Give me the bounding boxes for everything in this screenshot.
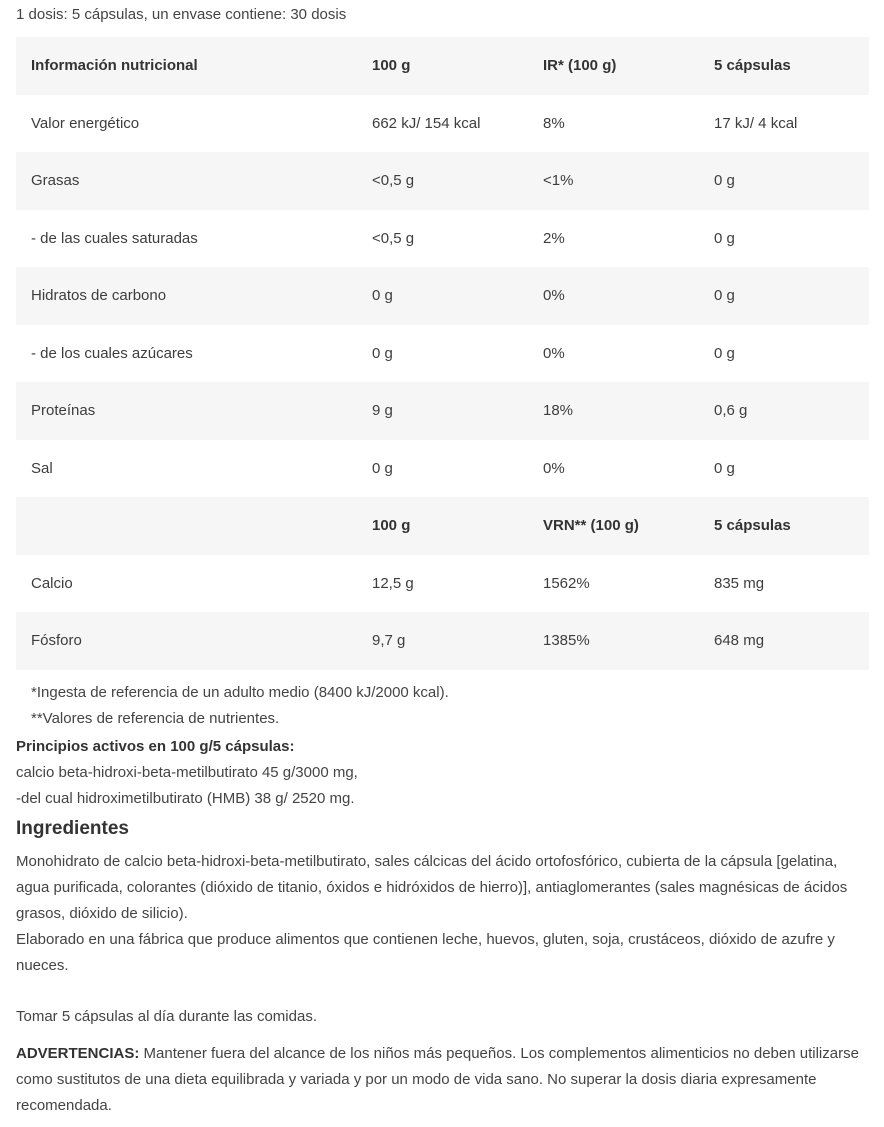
- warning-label: ADVERTENCIAS:: [16, 1045, 140, 1062]
- warning-text: Mantener fuera del alcance de los niños más pequeños. Los complementos alimenticios no deben utilizarse como sustitutos de una dieta equilibrada y variada y por un modo de vida sano. No superar la dosis diaria expresamente recomendada.: [16, 1045, 859, 1114]
- table-row: [16, 612, 869, 670]
- table-cell: 662 kJ/ 154 kcal: [357, 95, 528, 153]
- table-cell: <0,5 g: [357, 152, 528, 210]
- table-cell: 0 g: [699, 210, 869, 268]
- table-row: [16, 382, 869, 440]
- dose-info: 1 dosis: 5 cápsulas, un envase contiene: 30 dosis: [16, 6, 347, 23]
- table-cell: 0%: [528, 440, 699, 498]
- table-cell: <1%: [528, 152, 699, 210]
- usage-instructions: Tomar 5 cápsulas al día durante las comidas.: [16, 1008, 317, 1025]
- ir-footnote: *Ingesta de referencia de un adulto medio (8400 kJ/2000 kcal).: [31, 684, 449, 701]
- table-cell: 1562%: [528, 555, 699, 613]
- table-cell: Grasas: [16, 152, 357, 210]
- table-cell: 9,7 g: [357, 612, 528, 670]
- active-ingredients-title: Principios activos en 100 g/5 cápsulas:: [16, 738, 295, 755]
- table-cell: 0 g: [699, 152, 869, 210]
- table-cell: - de las cuales saturadas: [16, 210, 357, 268]
- table-row: [16, 95, 869, 153]
- table-header-cell: VRN** (100 g): [528, 497, 699, 555]
- table-cell: 12,5 g: [357, 555, 528, 613]
- table-header-cell: 100 g: [357, 497, 528, 555]
- table-cell: 8%: [528, 95, 699, 153]
- table-header-row: [16, 497, 869, 555]
- allergen-statement: Elaborado en una fábrica que produce alimentos que contienen leche, huevos, gluten, soja, crustáceos, dióxido de azufre y nueces.: [16, 931, 835, 974]
- table-cell: Proteínas: [16, 382, 357, 440]
- active-ingredients: [16, 734, 358, 812]
- ingredients-heading: Ingredientes: [16, 818, 129, 839]
- vrn-footnote: **Valores de referencia de nutrientes.: [31, 710, 280, 727]
- table-cell: 2%: [528, 210, 699, 268]
- table-header-cell: 100 g: [357, 37, 528, 95]
- table-row: [16, 267, 869, 325]
- table-cell: 0 g: [699, 325, 869, 383]
- footnotes: [31, 680, 449, 732]
- table-cell: 1385%: [528, 612, 699, 670]
- table-cell: - de los cuales azúcares: [16, 325, 357, 383]
- table-cell: 0 g: [699, 440, 869, 498]
- table-cell: Calcio: [16, 555, 357, 613]
- active-ingredient-line: -del cual hidroximetilbutirato (HMB) 38 g/ 2520 mg.: [16, 790, 355, 807]
- table-cell: 18%: [528, 382, 699, 440]
- table-cell: Fósforo: [16, 612, 357, 670]
- table-cell: Sal: [16, 440, 357, 498]
- table-header-cell: 5 cápsulas: [699, 37, 869, 95]
- table-cell: Valor energético: [16, 95, 357, 153]
- active-ingredient-line: calcio beta-hidroxi-beta-metilbutirato 45 g/3000 mg,: [16, 764, 358, 781]
- table-cell: 0 g: [357, 267, 528, 325]
- table-row: [16, 555, 869, 613]
- table-header-cell: IR* (100 g): [528, 37, 699, 95]
- table-cell: 17 kJ/ 4 kcal: [699, 95, 869, 153]
- table-header-row: [16, 37, 869, 95]
- table-cell: 0 g: [699, 267, 869, 325]
- table-cell: 0 g: [357, 325, 528, 383]
- table-header-cell: Información nutricional: [16, 37, 357, 95]
- warning-section: [16, 1041, 874, 1119]
- nutrition-table: [16, 37, 869, 670]
- table-cell: 0%: [528, 325, 699, 383]
- table-row: [16, 152, 869, 210]
- table-row: [16, 440, 869, 498]
- table-cell: 9 g: [357, 382, 528, 440]
- ingredients-list: Monohidrato de calcio beta-hidroxi-beta-metilbutirato, sales cálcicas del ácido ortofosfórico, cubierta de la cápsula [gelatina, agua purificada, colorantes (dióxido de titanio, óxidos e hidróxidos de hierro)], antiaglomerantes (sales magnésicas de ácidos grasos, dióxido de silicio).: [16, 853, 848, 922]
- table-header-cell: 5 cápsulas: [699, 497, 869, 555]
- table-cell: 835 mg: [699, 555, 869, 613]
- table-cell: <0,5 g: [357, 210, 528, 268]
- table-row: [16, 210, 869, 268]
- table-cell: Hidratos de carbono: [16, 267, 357, 325]
- table-cell: 0%: [528, 267, 699, 325]
- table-header-cell: [16, 497, 357, 555]
- table-cell: 0,6 g: [699, 382, 869, 440]
- ingredients-section: [16, 849, 874, 979]
- table-row: [16, 325, 869, 383]
- table-cell: 0 g: [357, 440, 528, 498]
- table-cell: 648 mg: [699, 612, 869, 670]
